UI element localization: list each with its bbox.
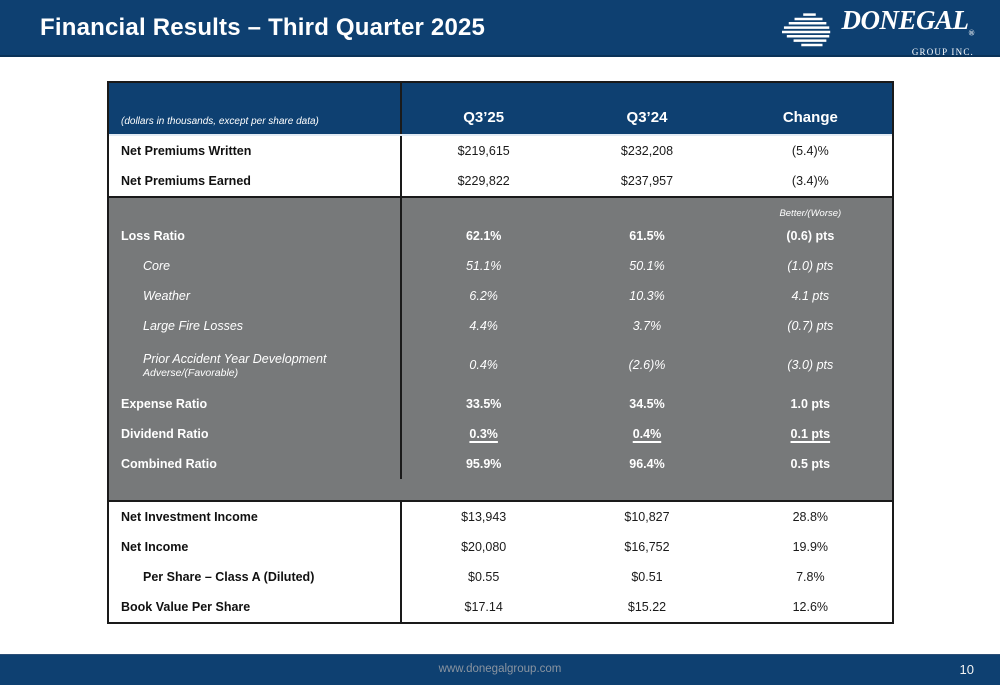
row-label: Loss Ratio [109,221,402,251]
column-header-q325: Q3’25 [463,109,505,126]
column-header-change: Change [782,109,838,126]
value-change: (5.4)% [791,144,829,158]
value-q324: 3.7% [632,319,662,333]
value-change: 7.8% [796,570,825,584]
row-label: Core [109,251,402,281]
row-label [109,341,402,389]
table-note-cell [109,83,402,134]
value-q325: 0.3% [469,427,498,441]
value-change: 12.6% [792,600,829,614]
table-row-large-fire-losses [109,311,892,341]
table-row-per-share-class-a [109,562,892,592]
value-q325: 33.5% [465,397,502,411]
row-label: Large Fire Losses [109,311,402,341]
premiums-section [109,136,892,196]
logo-text [842,7,975,57]
logo-wordmark: $DONEGAL_®$ [841,5,974,38]
value-q325: $17.14 [464,600,503,614]
table-row-expense-ratio [109,389,892,419]
row-label: Weather [109,281,402,311]
header-bar [0,0,1000,57]
table-row-weather [109,281,892,311]
value-change: 28.8% [792,510,829,524]
value-q324: 96.4% [629,457,665,471]
table-row-core [109,251,892,281]
value-q325: 95.9% [465,457,502,471]
table-row-net-premiums-written [109,136,892,166]
value-q324: 50.1% [629,259,665,273]
value-q324: (2.6)% [628,358,666,372]
value-change: 19.9% [792,540,829,554]
table-row-prior-accident-year-development [109,341,892,389]
value-q325: 0.4% [469,358,498,372]
value-q325: 4.4% [469,319,498,333]
row-label: Per Share – Class A (Diluted) [109,562,402,592]
table-header-row [109,83,892,136]
row-label: Net Premiums Earned [109,166,402,196]
row-label: Combined Ratio [109,449,402,479]
value-change: (1.0) pts [787,259,834,273]
value-q324: $15.22 [627,600,667,614]
value-q325: $0.55 [468,570,500,584]
table-row-net-income [109,532,892,562]
value-change: 0.5 pts [790,457,831,471]
value-q325: 6.2% [469,289,498,303]
value-q324: 34.5% [629,397,665,411]
row-label: Book Value Per Share [109,592,402,622]
row-label-sub: Adverse/(Favorable) [143,366,239,379]
value-q324: $232,208 [620,144,674,158]
better-worse-label: Better/(Worse) [779,208,842,219]
value-q325: $219,615 [457,144,510,158]
value-q325: $20,080 [461,540,507,554]
value-change: 1.0 pts [790,397,831,411]
empty-cell [109,198,402,221]
value-q325: $229,822 [457,174,510,188]
table-row-combined-ratio [109,449,892,479]
value-q324: $237,957 [620,174,674,188]
value-q324: $10,827 [624,510,670,524]
logo-subtitle: GROUP INC. [911,47,974,58]
value-change: (0.7) pts [787,319,834,333]
value-change: 0.1 pts [790,427,831,441]
column-header-q324: Q3’24 [626,109,668,126]
value-change: (0.6) pts [786,229,835,243]
value-q324: $0.51 [631,570,663,584]
ratios-section [109,196,892,502]
value-change: (3.4)% [791,174,829,188]
value-change: (3.0) pts [787,358,834,372]
value-change: 4.1 pts [791,289,830,303]
footer-url: www.donegalgroup.com [438,663,562,675]
table-note: (dollars in thousands, except per share data) [121,116,319,127]
registered-mark: ® [968,28,974,38]
row-label: Dividend Ratio [109,419,402,449]
page-title: Financial Results – Third Quarter 2025 [40,13,486,41]
footer-bar [0,654,1000,685]
table-row-net-investment-income [109,502,892,532]
value-q324: 0.4% [632,427,662,441]
value-q325: $13,943 [461,510,507,524]
income-section [109,502,892,622]
better-worse-row [109,198,892,221]
row-label: Expense Ratio [109,389,402,419]
row-label: Net Investment Income [109,502,402,532]
table-row-book-value-per-share [109,592,892,622]
value-q325: 62.1% [465,229,502,243]
striped-globe-icon [782,10,836,57]
table-row-loss-ratio [109,221,892,251]
value-q325: 51.1% [465,259,502,273]
table-row-net-premiums-earned [109,166,892,196]
row-label: Net Premiums Written [109,136,402,166]
value-q324: $16,752 [624,540,670,554]
row-label-main: Prior Accident Year Development [143,351,327,366]
value-q324: 61.5% [629,229,665,243]
donegal-logo [782,7,975,57]
page-number: 10 [959,662,974,677]
row-label: Net Income [109,532,402,562]
table-row-dividend-ratio [109,419,892,449]
value-q324: 10.3% [629,289,665,303]
financial-results-table [107,81,894,624]
